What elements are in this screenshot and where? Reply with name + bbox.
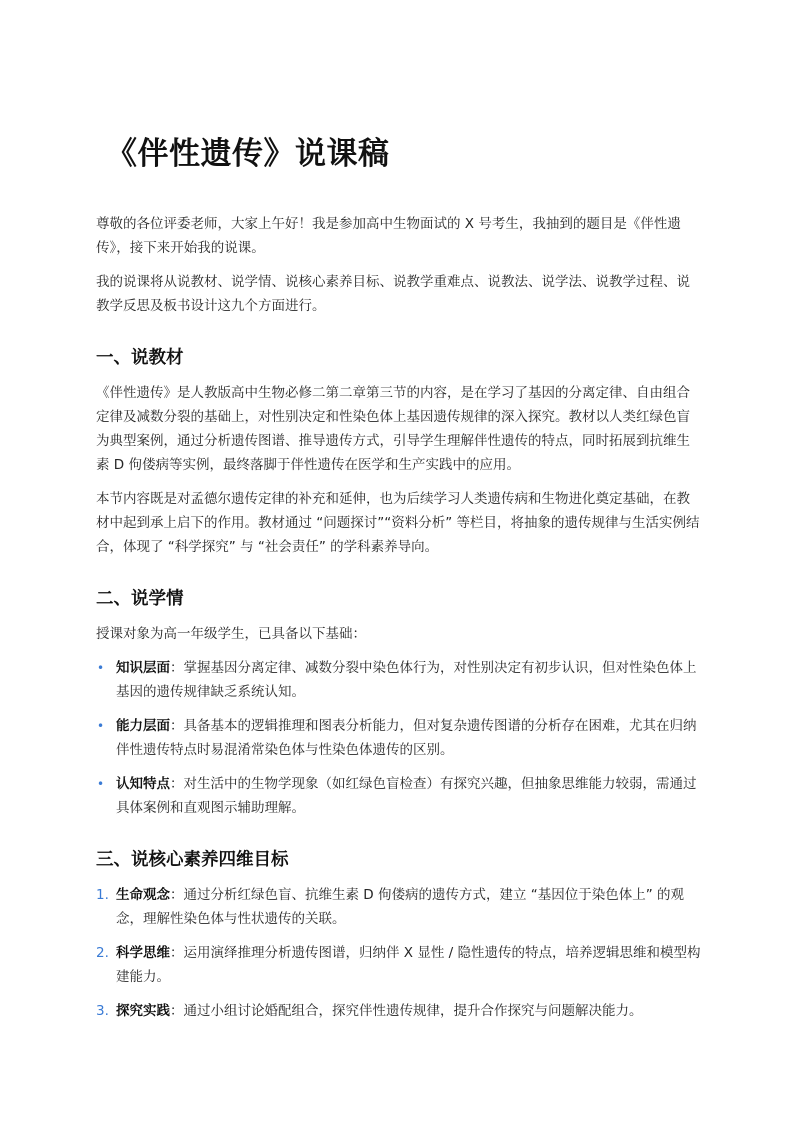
list-item-text: ：运用演绎推理分析遗传图谱，归纳伴 X 显性 / 隐性遗传的特点，培养逻辑思维和模型构建能力。 (116, 945, 701, 985)
list-item-term: 知识层面 (116, 660, 170, 676)
document-body (96, 212, 702, 1033)
list-item (96, 656, 702, 704)
list-item-text: ：掌握基因分离定律、减数分裂中染色体行为，对性别决定有初步认识，但对性染色体上基因的遗传规律缺乏系统认知。 (116, 660, 697, 700)
intro-paragraph-2: 我的说课将从说教材、说学情、说核心素养目标、说教学重难点、说教法、说学法、说教学过程、说教学反思及板书设计这九个方面进行。 (96, 274, 690, 314)
goals-numbered-list (96, 883, 702, 1023)
list-number: 1. (96, 887, 109, 903)
list-number: 2. (96, 945, 109, 961)
list-item-term: 科学思维 (116, 945, 170, 961)
section-heading-textbook: 一、说教材 (96, 348, 184, 368)
list-item (96, 999, 702, 1023)
list-item-text: ：通过分析红绿色盲、抗维生素 D 佝偻病的遗传方式，建立 “基因位于染色体上” 的观念，理解性染色体与性状遗传的关联。 (116, 887, 685, 927)
list-item (96, 714, 702, 762)
bullet-icon: • (97, 661, 105, 675)
list-item-text: ：具备基本的逻辑推理和图表分析能力，但对复杂遗传图谱的分析存在困难，尤其在归纳伴性遗传特点时易混淆常染色体与性染色体遗传的区别。 (116, 718, 697, 758)
list-item-text: ：对生活中的生物学现象（如红绿色盲检查）有探究兴趣，但抽象思维能力较弱，需通过具体案例和直观图示辅助理解。 (116, 776, 697, 816)
list-item (96, 772, 702, 820)
textbook-paragraph-2: 本节内容既是对孟德尔遗传定律的补充和延伸，也为后续学习人类遗传病和生物进化奠定基础，在教材中起到承上启下的作用。教材通过 “问题探讨”“资料分析” 等栏目，将抽象的遗传规律与生活实例结合，体现了 “科学探究” 与 “社会责任” 的学科素养导向。 (96, 491, 700, 555)
document-title: 《伴性遗传》说课稿 (106, 136, 390, 172)
students-lead: 授课对象为高一年级学生，已具备以下基础： (96, 626, 366, 642)
list-item-term: 探究实践 (116, 1003, 170, 1019)
list-item-term: 能力层面 (116, 718, 170, 734)
list-item-text: ：通过小组讨论婚配组合，探究伴性遗传规律，提升合作探究与问题解决能力。 (170, 1003, 643, 1019)
section-heading-students: 二、说学情 (96, 589, 184, 609)
list-item (96, 883, 702, 931)
list-item-term: 生命观念 (116, 887, 170, 903)
section-heading-goals: 三、说核心素养四维目标 (96, 850, 289, 870)
list-item (96, 941, 702, 989)
students-bullet-list (96, 656, 702, 820)
intro-paragraph-1: 尊敬的各位评委老师，大家上午好！我是参加高中生物面试的 X 号考生，我抽到的题目是《伴性遗传》，接下来开始我的说课。 (96, 216, 681, 256)
bullet-icon: • (97, 777, 105, 791)
textbook-paragraph-1: 《伴性遗传》是人教版高中生物必修二第二章第三节的内容，是在学习了基因的分离定律、自由组合定律及减数分裂的基础上，对性别决定和性染色体上基因遗传规律的深入探究。教材以人类红绿色盲为典型案例，通过分析遗传图谱、推导遗传方式，引导学生理解伴性遗传的特点，同时拓展到抗维生素 D 佝偻病等实例，最终落脚于伴性遗传在医学和生产实践中的应用。 (96, 385, 690, 473)
list-number: 3. (96, 1003, 109, 1019)
bullet-icon: • (97, 719, 105, 733)
list-item-term: 认知特点 (116, 776, 170, 792)
